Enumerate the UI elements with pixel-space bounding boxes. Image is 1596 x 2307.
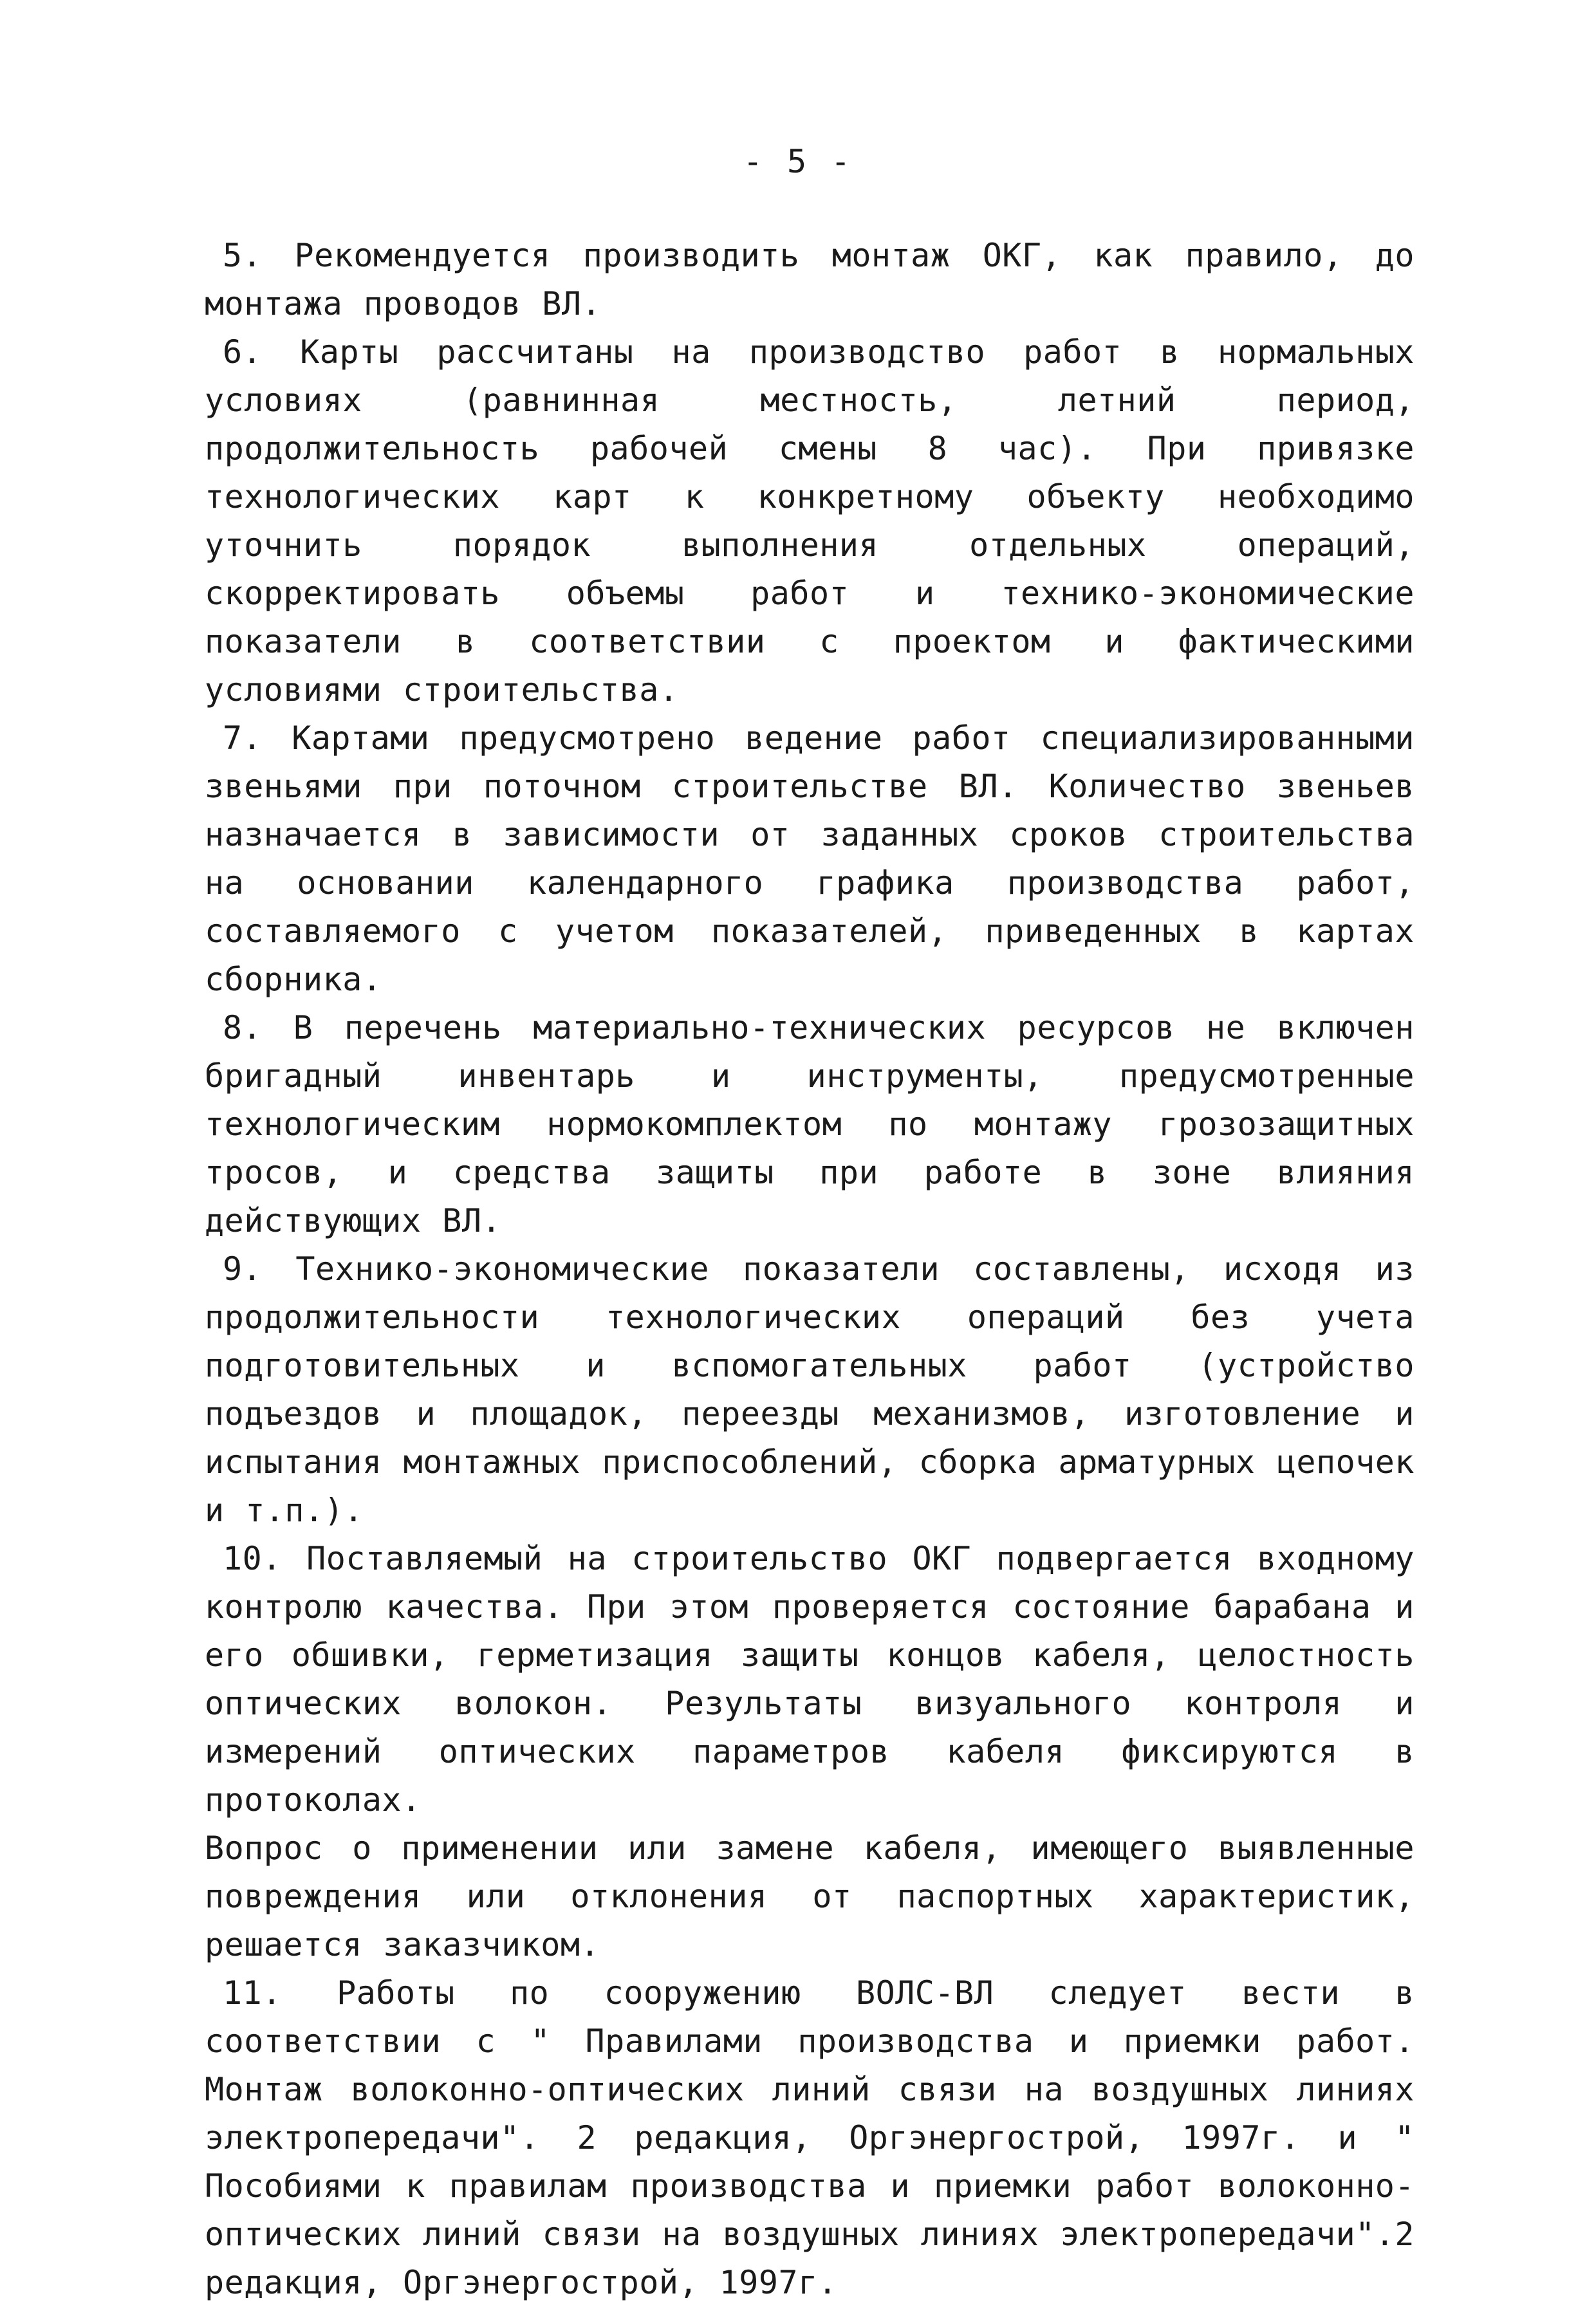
- paragraph-6: 6. Карты рассчитаны на производство работ в нормальных условиях (равнинная местность, летний период, продолжительность рабочей смены 8 час). При привязке технологических карт к конкретному объекту необходимо уточнить порядок выполнения отдельных операций, скорректировать объемы работ и технико-экономические показатели в соответствии с проектом и фактическими условиями строительства.: [205, 333, 1415, 709]
- paragraph-7: 7. Картами предусмотрено ведение работ специализированными звеньями при поточном строительстве ВЛ. Количество звеньев назначается в зависимости от заданных сроков строительства на основании календарного графика производства работ, составляемого с учетом показателей, приведенных в картах сборника.: [205, 719, 1415, 998]
- paragraph-8: 8. В перечень материально-технических ресурсов не включен бригадный инвентарь и инструменты, предусмотренные технологическим нормокомплектом по монтажу грозозащитных тросов, и средства защиты при работе в зоне влияния действующих ВЛ.: [205, 1009, 1415, 1239]
- page-number: - 5 -: [743, 143, 853, 180]
- paragraph-5: 5. Рекомендуется производить монтаж ОКГ, как правило, до монтажа проводов ВЛ.: [205, 237, 1415, 322]
- document-body: [205, 232, 1415, 2307]
- paragraph-10-continuation: Вопрос о применении или замене кабеля, имеющего выявленные повреждения или отклонения от паспортных характеристик, решается заказчиком.: [205, 1830, 1415, 1963]
- paragraph-9: 9. Технико-экономические показатели составлены, исходя из продолжительности технологических операций без учета подготовительных и вспомогательных работ (устройство подъездов и площадок, переезды механизмов, изготовление и испытания монтажных приспособлений, сборка арматурных цепочек и т.п.).: [205, 1250, 1415, 1529]
- paragraph-10: 10. Поставляемый на строительство ОКГ подвергается входному контролю качества. При этом проверяется состояние барабана и его обшивки, герметизация защиты концов кабеля, целостность оптических волокон. Результаты визуального контроля и измерений оптических параметров кабеля фиксируются в протоколах.: [205, 1540, 1415, 1819]
- paragraph-11: 11. Работы по сооружению ВОЛС-ВЛ следует вести в соответствии с " Правилами производства и приемки работ. Монтаж волоконно-оптических линий связи на воздушных линиях электропередачи". 2 редакция, Оргэнергострой, 1997г. и " Пособиями к правилам производства и приемки работ волоконно-оптических линий связи на воздушных линиях электропередачи".2 редакция, Оргэнергострой, 1997г.: [205, 1974, 1415, 2301]
